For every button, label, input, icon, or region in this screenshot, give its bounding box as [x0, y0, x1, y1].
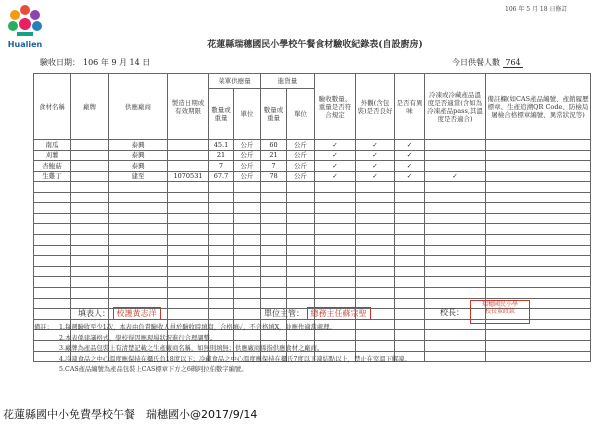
empty-cell [356, 266, 395, 277]
empty-cell [34, 203, 71, 214]
empty-cell [261, 234, 287, 245]
empty-cell [109, 256, 168, 267]
cell-supplier: 建至 [109, 171, 168, 182]
header-in-qty: 數量或重量 [261, 89, 287, 140]
empty-row [34, 234, 591, 245]
supervisor-stamp: 總務主任蘇宗聖 [307, 307, 371, 320]
cell-in-qty: 21 [261, 150, 287, 161]
empty-row [34, 287, 591, 298]
empty-cell [34, 192, 71, 203]
empty-cell [209, 266, 234, 277]
revision-date: 106 年 5 月 18 日修訂 [505, 6, 568, 13]
notes-label: 備註： [34, 324, 53, 331]
empty-cell [234, 298, 261, 309]
empty-cell [395, 192, 425, 203]
header-name: 食材名稱 [34, 74, 71, 140]
header-contract-group: 菜單供應量 [209, 74, 261, 89]
cell-packaging: ✓ [356, 161, 395, 172]
empty-cell [234, 192, 261, 203]
cell-cold-chain [425, 161, 486, 172]
table-row [34, 171, 591, 182]
empty-cell [71, 213, 109, 224]
header-odor: 是否有異味 [395, 74, 425, 140]
filler-stamp: 校護黃志洋 [113, 307, 161, 320]
empty-cell [71, 266, 109, 277]
cell-in-unit: 公斤 [287, 171, 315, 182]
meal-count-value: 764 [503, 58, 523, 68]
empty-cell [425, 234, 486, 245]
empty-cell [71, 182, 109, 193]
empty-cell [486, 182, 591, 193]
empty-cell [71, 256, 109, 267]
empty-cell [287, 277, 315, 288]
empty-cell [486, 203, 591, 214]
principal-stamp-line1: 瑞穗國民小學 [481, 301, 518, 308]
empty-cell [109, 224, 168, 235]
empty-cell [486, 234, 591, 245]
empty-cell [395, 245, 425, 256]
cell-odor: ✓ [395, 171, 425, 182]
empty-cell [287, 245, 315, 256]
empty-cell [356, 213, 395, 224]
empty-cell [109, 266, 168, 277]
header-incoming-group: 進貨量 [261, 74, 315, 89]
cell-name: 刈薯 [34, 150, 71, 161]
cell-meets: ✓ [315, 171, 356, 182]
empty-cell [168, 182, 209, 193]
empty-cell [71, 224, 109, 235]
empty-cell [261, 192, 287, 203]
cell-supplier: 泰興 [109, 161, 168, 172]
cell-in-unit: 公斤 [287, 161, 315, 172]
cell-odor: ✓ [395, 161, 425, 172]
cell-mfg [168, 161, 209, 172]
empty-cell [34, 266, 71, 277]
empty-row [34, 182, 591, 193]
empty-cell [315, 213, 356, 224]
header-qty: 數量或重量 [209, 89, 234, 140]
inspection-date-label: 驗收日期： [40, 58, 80, 67]
empty-row [34, 266, 591, 277]
cell-meets: ✓ [315, 150, 356, 161]
empty-cell [486, 224, 591, 235]
filler-signature [78, 307, 161, 320]
note-item: 3.廠牌為產品包裝上有清楚記載之生產廠商名稱，如無則填無；供應廠商係指供應食材之廠商。 [59, 345, 324, 352]
logo-text: Hualien [7, 40, 43, 49]
empty-cell [168, 234, 209, 245]
cell-odor: ✓ [395, 140, 425, 151]
notes [34, 323, 594, 376]
cell-unit: 公斤 [234, 140, 261, 151]
empty-row [34, 277, 591, 288]
inspection-date-value: 106 年 9 月 14 日 [83, 58, 151, 67]
empty-cell [109, 203, 168, 214]
cell-unit: 公斤 [234, 150, 261, 161]
empty-cell [234, 287, 261, 298]
empty-cell [168, 287, 209, 298]
cell-meets: ✓ [315, 161, 356, 172]
empty-cell [71, 192, 109, 203]
empty-cell [34, 256, 71, 267]
empty-cell [34, 234, 71, 245]
empty-cell [395, 277, 425, 288]
empty-cell [287, 192, 315, 203]
header-remarks: 備註欄(如CAS產品編號、產銷履歷標章、生產追溯QR Code、防檢局屠檢合格標章編號、異常狀況等) [486, 74, 591, 140]
empty-cell [261, 256, 287, 267]
empty-cell [287, 266, 315, 277]
empty-cell [71, 277, 109, 288]
empty-cell [34, 245, 71, 256]
empty-cell [234, 234, 261, 245]
empty-row [34, 256, 591, 267]
cell-qty: 45.1 [209, 140, 234, 151]
empty-cell [287, 256, 315, 267]
empty-cell [425, 203, 486, 214]
empty-cell [425, 213, 486, 224]
principal-stamp [470, 300, 530, 324]
cell-cold-chain: ✓ [425, 171, 486, 182]
cell-supplier: 泰興 [109, 140, 168, 151]
cell-brand [71, 140, 109, 151]
cell-qty: 21 [209, 150, 234, 161]
supervisor-label: 單位主管： [264, 309, 304, 318]
cell-unit: 公斤 [234, 161, 261, 172]
cell-mfg [168, 150, 209, 161]
empty-cell [168, 256, 209, 267]
empty-cell [356, 224, 395, 235]
empty-cell [234, 256, 261, 267]
cell-remark [486, 171, 591, 182]
cell-cold-chain [425, 140, 486, 151]
empty-cell [356, 256, 395, 267]
empty-cell [395, 203, 425, 214]
empty-cell [168, 192, 209, 203]
empty-cell [34, 298, 71, 309]
empty-cell [109, 245, 168, 256]
empty-cell [315, 182, 356, 193]
empty-cell [209, 213, 234, 224]
cell-brand [71, 150, 109, 161]
empty-row [34, 192, 591, 203]
empty-cell [356, 203, 395, 214]
empty-cell [261, 224, 287, 235]
empty-cell [34, 182, 71, 193]
empty-cell [71, 234, 109, 245]
empty-cell [425, 277, 486, 288]
cell-unit: 公斤 [234, 171, 261, 182]
empty-cell [315, 266, 356, 277]
empty-cell [71, 287, 109, 298]
empty-cell [287, 213, 315, 224]
empty-cell [168, 266, 209, 277]
table-row [34, 140, 591, 151]
empty-cell [168, 213, 209, 224]
empty-cell [356, 192, 395, 203]
empty-cell [234, 182, 261, 193]
empty-cell [356, 287, 395, 298]
cell-brand [71, 171, 109, 182]
meal-count [452, 57, 523, 68]
empty-cell [486, 245, 591, 256]
cell-name: 生雞丁 [34, 171, 71, 182]
empty-cell [168, 245, 209, 256]
meal-count-label: 今日供餐人數 [452, 58, 500, 67]
cell-in-unit: 公斤 [287, 140, 315, 151]
note-item: 備註： 1.每週驗收至少1次，本表由負責驗收人員於驗收時填寫，合格填✓，不合格填X，並應作適當處理。 [34, 323, 594, 334]
supervisor-signature [264, 307, 371, 320]
empty-cell [209, 256, 234, 267]
empty-cell [315, 256, 356, 267]
empty-cell [287, 224, 315, 235]
empty-cell [261, 203, 287, 214]
principal-label: 校長： [440, 308, 464, 317]
empty-cell [425, 192, 486, 203]
empty-cell [209, 224, 234, 235]
empty-cell [261, 266, 287, 277]
empty-cell [109, 182, 168, 193]
empty-cell [315, 234, 356, 245]
empty-cell [209, 287, 234, 298]
empty-cell [425, 256, 486, 267]
principal-stamp-line2: 校長董政欽 [484, 308, 515, 315]
empty-cell [425, 287, 486, 298]
empty-cell [425, 245, 486, 256]
cell-odor: ✓ [395, 150, 425, 161]
empty-cell [234, 277, 261, 288]
empty-cell [209, 192, 234, 203]
empty-cell [209, 203, 234, 214]
empty-cell [209, 182, 234, 193]
empty-row [34, 245, 591, 256]
empty-cell [315, 245, 356, 256]
empty-cell [209, 277, 234, 288]
cell-brand [71, 161, 109, 172]
empty-cell [168, 309, 209, 320]
table-row [34, 161, 591, 172]
empty-cell [34, 224, 71, 235]
empty-cell [356, 182, 395, 193]
empty-cell [395, 182, 425, 193]
empty-cell [261, 245, 287, 256]
note-item: 5.CAS產品編號為產品包裝上CAS標章下方之6碼阿拉伯數字編號。 [59, 366, 248, 373]
empty-cell [395, 213, 425, 224]
cell-packaging: ✓ [356, 171, 395, 182]
empty-cell [395, 234, 425, 245]
empty-cell [71, 203, 109, 214]
cell-remark [486, 150, 591, 161]
empty-cell [34, 287, 71, 298]
empty-cell [261, 277, 287, 288]
empty-row [34, 213, 591, 224]
empty-cell [315, 192, 356, 203]
empty-cell [425, 224, 486, 235]
cell-remark [486, 161, 591, 172]
cell-remark [486, 140, 591, 151]
empty-cell [209, 234, 234, 245]
empty-cell [234, 309, 261, 320]
empty-row [34, 224, 591, 235]
empty-cell [315, 224, 356, 235]
empty-cell [234, 203, 261, 214]
empty-cell [261, 287, 287, 298]
empty-cell [234, 245, 261, 256]
header-meets: 驗收數量、重量是否符合規定 [315, 74, 356, 140]
note-item: 4.冷凍食品之中心溫度應保持在攝氏負18度以下；冷藏食品之中心溫度應保持在攝氏7度以下凍結點以上，禁止在室溫下解凍。 [59, 355, 411, 363]
cell-packaging: ✓ [356, 140, 395, 151]
empty-cell [395, 298, 425, 309]
empty-cell [34, 213, 71, 224]
empty-cell [168, 224, 209, 235]
empty-cell [234, 224, 261, 235]
empty-cell [486, 213, 591, 224]
inspection-date [40, 57, 150, 68]
empty-cell [168, 298, 209, 309]
empty-cell [209, 309, 234, 320]
empty-cell [71, 245, 109, 256]
empty-cell [425, 182, 486, 193]
empty-cell [356, 277, 395, 288]
cell-in-qty: 60 [261, 140, 287, 151]
cell-mfg [168, 140, 209, 151]
cell-meets: ✓ [315, 140, 356, 151]
footer-caption: 花蓮縣國中小免費學校午餐 瑞穗國小@2017/9/14 [3, 408, 258, 421]
header-cold-chain: 冷凍或冷藏產品溫度是否適當(含如為冷凍產品pass,其溫度是否適合) [425, 74, 486, 140]
empty-cell [287, 182, 315, 193]
empty-cell [168, 203, 209, 214]
empty-cell [356, 234, 395, 245]
empty-cell [168, 277, 209, 288]
empty-cell [287, 287, 315, 298]
empty-cell [109, 213, 168, 224]
empty-cell [395, 309, 425, 320]
empty-cell [34, 309, 71, 320]
empty-cell [486, 277, 591, 288]
empty-cell [356, 245, 395, 256]
empty-cell [395, 256, 425, 267]
cell-qty: 7 [209, 161, 234, 172]
table-row [34, 150, 591, 161]
header-packaging: 外觀(含包裝)是否良好 [356, 74, 395, 140]
cell-qty: 67.7 [209, 171, 234, 182]
empty-cell [209, 298, 234, 309]
empty-cell [287, 234, 315, 245]
empty-cell [109, 234, 168, 245]
empty-cell [109, 287, 168, 298]
header-brand: 廠牌 [71, 74, 109, 140]
cell-mfg: 1070531 [168, 171, 209, 182]
empty-cell [425, 266, 486, 277]
cell-packaging: ✓ [356, 150, 395, 161]
empty-cell [486, 256, 591, 267]
empty-cell [287, 203, 315, 214]
cell-in-qty: 78 [261, 171, 287, 182]
empty-cell [486, 287, 591, 298]
empty-cell [395, 287, 425, 298]
header-unit: 單位 [234, 89, 261, 140]
header-in-unit: 單位 [287, 89, 315, 140]
cell-name: 南瓜 [34, 140, 71, 151]
empty-cell [109, 192, 168, 203]
empty-cell [209, 245, 234, 256]
principal-signature [440, 307, 464, 318]
empty-cell [234, 213, 261, 224]
cell-cold-chain [425, 150, 486, 161]
empty-cell [261, 182, 287, 193]
empty-row [34, 203, 591, 214]
empty-cell [34, 277, 71, 288]
form-title: 花蓮縣瑞穗國民小學校午餐食材驗收紀錄表(自設廚房) [207, 40, 423, 50]
note-item: 2.本表係建議格式，學校得因應現場狀況進行合理調整。 [59, 334, 217, 342]
cell-supplier: 泰興 [109, 150, 168, 161]
empty-cell [261, 213, 287, 224]
cell-name: 杏鮑菇 [34, 161, 71, 172]
empty-cell [486, 266, 591, 277]
header-supplier: 供應廠商 [109, 74, 168, 140]
empty-cell [395, 224, 425, 235]
empty-cell [234, 266, 261, 277]
filler-label: 填表人： [78, 309, 110, 318]
empty-cell [486, 192, 591, 203]
header-mfg-date: 製造日期或有效期限 [168, 74, 209, 140]
cell-in-qty: 7 [261, 161, 287, 172]
empty-cell [109, 277, 168, 288]
empty-cell [315, 287, 356, 298]
empty-cell [315, 277, 356, 288]
empty-cell [395, 266, 425, 277]
cell-in-unit: 公斤 [287, 150, 315, 161]
empty-cell [315, 203, 356, 214]
